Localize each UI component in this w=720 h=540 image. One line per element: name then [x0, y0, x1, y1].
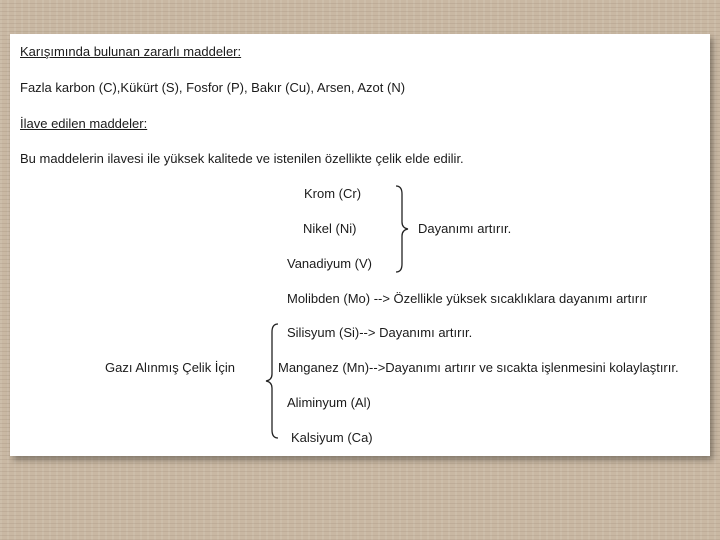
group1-brace — [394, 184, 410, 274]
group1-item-krom: Krom (Cr) — [304, 186, 362, 201]
group2-item-aliminyum: Aliminyum (Al) — [287, 395, 371, 410]
group1-item-nikel: Nikel (Ni) — [303, 221, 357, 236]
document-sheet — [10, 34, 710, 456]
group2-item-kalsiyum: Kalsiyum (Ca) — [291, 430, 373, 445]
intro-text: Bu maddelerin ilavesi ile yüksek kalitede ve istenilen özellikte çelik elde edilir. — [20, 151, 464, 166]
added-substances-heading: İlave edilen maddeler: — [20, 116, 148, 131]
group1-item-vanadiyum: Vanadiyum (V) — [287, 256, 373, 271]
molibden-line: Molibden (Mo) --> Özellikle yüksek sıcaklıklara dayanımı artırır — [287, 291, 648, 306]
harmful-elements-list: Fazla karbon (C),Kükürt (S), Fosfor (P), Bakır (Cu), Arsen, Azot (N) — [20, 80, 406, 95]
group2-label: Gazı Alınmış Çelik İçin — [105, 360, 236, 375]
group2-item-silisyum: Silisyum (Si)--> Dayanımı artırır. — [287, 325, 473, 340]
group2-item-manganez: Manganez (Mn)-->Dayanımı artırır ve sıcakta işlenmesini kolaylaştırır. — [278, 360, 679, 375]
group1-effect: Dayanımı artırır. — [418, 221, 512, 236]
harmful-substances-heading: Karışımında bulunan zararlı maddeler: — [20, 44, 242, 59]
group2-brace — [264, 322, 280, 440]
